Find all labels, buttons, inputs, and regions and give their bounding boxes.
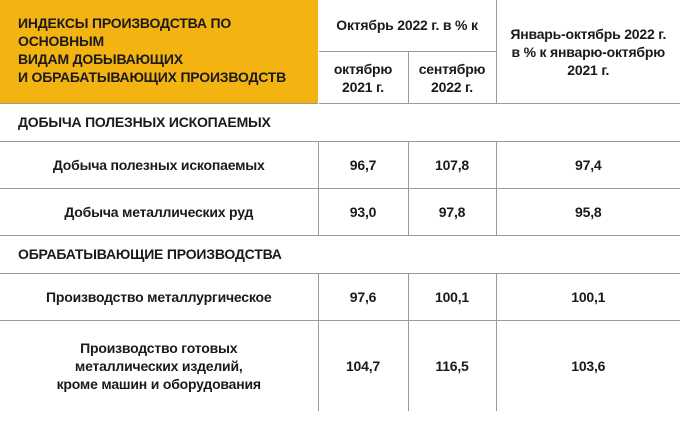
value-oct-2021: 93,0 <box>318 189 408 236</box>
jan-oct-header <box>496 0 680 104</box>
row-label-line-2: металлических изделий, <box>74 358 243 374</box>
jan-oct-header-line-3: 2021 г. <box>567 61 610 78</box>
jan-oct-header-line-2: в % к январю-октябрю <box>511 43 665 60</box>
oct-2021-header-line-2: 2021 г. <box>342 78 384 95</box>
sep-2022-header-line-2: 2022 г. <box>431 78 473 95</box>
table-title <box>0 0 318 104</box>
value-jan-oct: 100,1 <box>496 274 680 321</box>
section-title: ОБРАБАТЫВАЮЩИЕ ПРОИЗВОДСТВА <box>0 236 680 274</box>
row-label: Добыча полезных ископаемых <box>0 142 318 189</box>
value-sep-2022: 107,8 <box>408 142 496 189</box>
table-title-line-3: И ОБРАБАТЫВАЮЩИХ ПРОИЗВОДСТВ <box>18 69 287 85</box>
table-title-line-1: ИНДЕКСЫ ПРОИЗВОДСТВА ПО ОСНОВНЫМ <box>18 15 232 49</box>
value-oct-2021: 104,7 <box>318 321 408 412</box>
header-row-top <box>0 0 680 52</box>
row-label-line-1: Производство готовых <box>80 340 238 356</box>
value-jan-oct: 97,4 <box>496 142 680 189</box>
table-row <box>0 189 680 236</box>
value-sep-2022: 97,8 <box>408 189 496 236</box>
section-title: ДОБЫЧА ПОЛЕЗНЫХ ИСКОПАЕМЫХ <box>0 104 680 142</box>
jan-oct-header-line-1: Январь-октябрь 2022 г. <box>510 25 667 42</box>
table-row <box>0 321 680 412</box>
section-row-mining <box>0 104 680 142</box>
oct-group-header: Октябрь 2022 г. в % к <box>318 0 496 52</box>
oct-2021-header <box>318 52 408 104</box>
sep-2022-header <box>408 52 496 104</box>
value-oct-2021: 96,7 <box>318 142 408 189</box>
section-row-manufacturing <box>0 236 680 274</box>
value-jan-oct: 103,6 <box>496 321 680 412</box>
value-sep-2022: 116,5 <box>408 321 496 412</box>
value-sep-2022: 100,1 <box>408 274 496 321</box>
table-row <box>0 274 680 321</box>
sep-2022-header-line-1: сентябрю <box>418 60 486 77</box>
oct-2021-header-line-1: октябрю <box>333 60 393 77</box>
row-label: Добыча металлических руд <box>0 189 318 236</box>
row-label-line-3: кроме машин и оборудования <box>56 376 261 392</box>
row-label <box>0 321 318 412</box>
value-oct-2021: 97,6 <box>318 274 408 321</box>
value-jan-oct: 95,8 <box>496 189 680 236</box>
table-row <box>0 142 680 189</box>
row-label: Производство металлургическое <box>0 274 318 321</box>
table-title-line-2: ВИДАМ ДОБЫВАЮЩИХ <box>18 51 183 67</box>
